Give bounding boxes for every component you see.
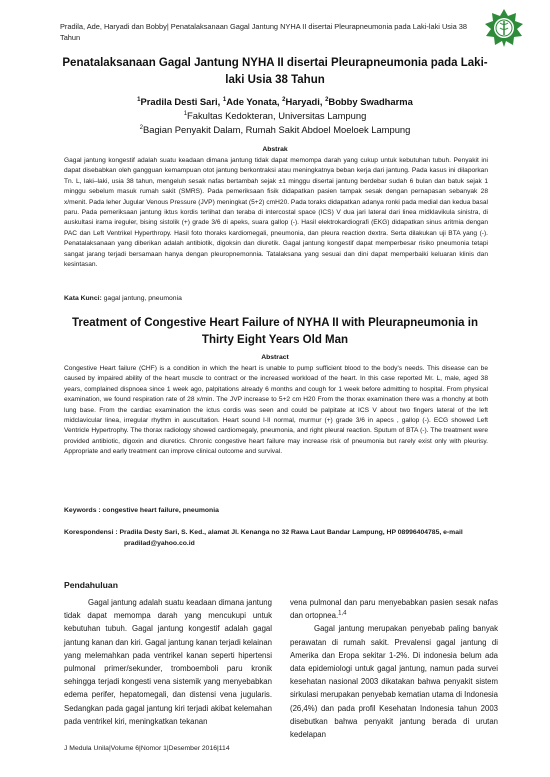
running-header: Pradila, Ade, Haryadi dan Bobby| Penatalaksanaan Gagal Jantung NYHA II disertai Pleurapneumonia pada Laki-laki Usia 38 Tahun [60,22,468,42]
medula-journal-logo-icon [484,8,524,48]
abstrak-body: Gagal jantung kongestif adalah suatu keadaan dimana jantung tidak dapat memompa darah yang cukup untuk kebutuhan tubuh. Penyakit ini dapat disebabkan oleh gangguan kemampuan otot jantung berkontraksi atau meningkatnya beban kerja dari jantung. Pada kasus ini dilaporkan Tn. L, laki–laki, usia 38 tahun, mengeluh sesak nafas bertambah sejak ±1 minggu disertai jantung berdebar sudah 6 bulan dan batuk sejak 1 minggu sebelum masuk rumah sakit (SMRS). Pada pemeriksaan fisik didapatkan pasien tampak sesak dengan pernapasan sebanyak 28 x/menit. Pada leher Jugular Venous Pressure (JVP) meningkat (5+2) cmH20. Pada toraks didapatkan adanya ronki pada medial dan kedua basal paru. Pada pemeriksaan jantung iktus kordis terlihat dan teraba di intercostal space (ICS) V dua jari lateral dari linea midklavikula sinistra, di auskultasi irama ireguler, bising sistolik (+) grade 3/6 di apeks, suara gallop (-). Hasil elektrokardiografi (EKG) didapatkan sinus aritmia dengan PAC dan Left Ventrikel Hyperthropy. Hasil foto thoraks kardiomegali, pneumonia, dan pleura reaction dextra. Serta dilakukan uji BTA yang (-). Penatalaksanaan yang diberikan adalah antibiotik, digoksin dan diuretik. Gagal jantung kongestif dapat memperbesar risiko pneumonia tetapi sangat jarang terjadi bersamaan hanya dengan pleuropnemonnia. Tatalaksana yang sesuai dan dini dapat memperbaiki keluaran klinis dan kesintasan. [64,157,488,269]
paragraph-1: Gagal jantung adalah suatu keadaan dimana jantung tidak dapat memompa darah yang mencukupi untuk kebutuhan tubuh. Gagal jantung kongestif adalah gagal jantung kanan dan kiri. Gagal jantung kanan terjadi kelainan yang melemahkan pada ventrikel kanan seperti hipertensi pulmonal primer/sekunder, tromboemboli paru kronik sehingga terjadi kongesti vena sistemik yang menyebabkan edema perifer, hepatomegali, dan distensi vena jugularis. Sedangkan pada gagal jantung kiri terjadi akibat kelemahan pada ventrikel kiri, meningkatkan tekanan [64,598,272,726]
title-indonesian: Penatalaksanaan Gagal Jantung NYHA II disertai Pleurapneumonia pada Laki-laki Usia 38 Tahun [62,57,488,86]
author-1: Pradila Desti Sari, [140,96,221,107]
abstract-body: Congestive Heart failure (CHF) is a condition in which the heart is unable to pump sufficient blood to the body's needs. This disease can be caused by impaired ability of the heart muscle to contract or the increased workload of the heart. In this case reported Mr. L, male, aged 38 years, complained dispnoea since 1 week ago, palpitations already 6 months and cough for 1 week before admitting to hospital. From physical examination, we found respiration rate of 28 x/min. The JVP increase to 5+2 cm H20 From the thorax examination there was a rhonchy at both lung base. From the cardiac examination the ictus cordis was seen and could be palpitate at ICS V about two fingers lateral of the left midclavicular linea, irregular rhythm in auscultation. Heart sound I-II normal, murmur (+) grade 3/6 in apecs , gallop (-). ECG showed Left Ventricle Hypertrophy. The thorax radiology showed cardiomegaly, pneumonia, and right pleural reaction. Sputum of BTA (-). The treatment were provided antibiotic, digoxin and diuretics. Chronic congestive heart failure may increase risk of pneumonia but rarely exist only with pleurisy. Appropriate and early treatment can improve clinical outcome and survival. [64,365,488,456]
affiliation-2-text: Bagian Penyakit Dalam, Rumah Sakit Abdoel Moeloek Lampung [143,124,411,135]
body-column-left [64,596,272,728]
author-4: Bobby Swadharma [328,96,413,107]
body-column-right [290,596,498,741]
kata-kunci [64,295,488,302]
reference-marker: 1,4 [338,610,347,617]
keywords [64,507,488,514]
abstract-heading: Abstract [261,354,289,361]
author-2: Ade Yonata, [226,96,280,107]
paragraph-2: Gagal jantung merupakan penyebab paling banyak perawatan di rumah sakit. Prevalensi gagal jantung di Amerika dan Eropa sekitar 1-2%. Di indonesia belum ada data epidemiologi untuk gagal jantung, namun pada survei kesehatan nasional 2003 dikatakan bahwa penyakit sistem sirkulasi merupakan penyebab kematian utama di Indonesia (26,4%) dan pada profil Kesehatan Indonesia tahun 2003 disebutkan bahwa penyakit jantung berada di urutan kedelapan [290,624,498,740]
correspondence [64,527,484,549]
section-heading-pendahuluan: Pendahuluan [64,580,118,590]
kata-kunci-label: Kata Kunci: [64,295,102,302]
keywords-value: congestive heart failure, pneumonia [100,507,219,514]
affiliation-2: $^2$Bagian Penyakit Dalam, Rumah Sakit Abdoel Moeloek Lampung [139,124,411,135]
correspondence-line1: Korespondensi : Pradila Desty Sari, S. Ked., alamat Jl. Kenanga no 32 Rawa Laut Bandar Lampung, HP 08996404785, e-mail [64,529,463,536]
title-english: Treatment of Congestive Heart Failure of NYHA II with Pleurapneumonia in Thirty Eight Years Old Man [72,317,478,346]
paragraph-1-continued: vena pulmonal dan paru menyebabkan pasien sesak nafas dan ortopnea. [290,598,498,621]
authors: $^1$Pradila Desti Sari, $^1$Ade Yonata, $^2$Haryadi, $^2$Bobby Swadharma [137,96,413,107]
correspondence-email[interactable]: pradilad@yahoo.co.id [124,540,195,547]
kata-kunci-value: gagal jantung, pneumonia [101,295,182,302]
affiliation-1-text: Fakultas Kedokteran, Universitas Lampung [187,110,367,121]
author-3: Haryadi, [285,96,323,107]
abstrak-heading: Abstrak [262,146,288,153]
keywords-label: Keywords : [64,507,101,514]
page-footer: J Medula Unila|Volume 6|Nomor 1|Desember 2016|114 [64,745,230,752]
affiliation-1: $^1$Fakultas Kedokteran, Universitas Lampung [183,110,367,121]
